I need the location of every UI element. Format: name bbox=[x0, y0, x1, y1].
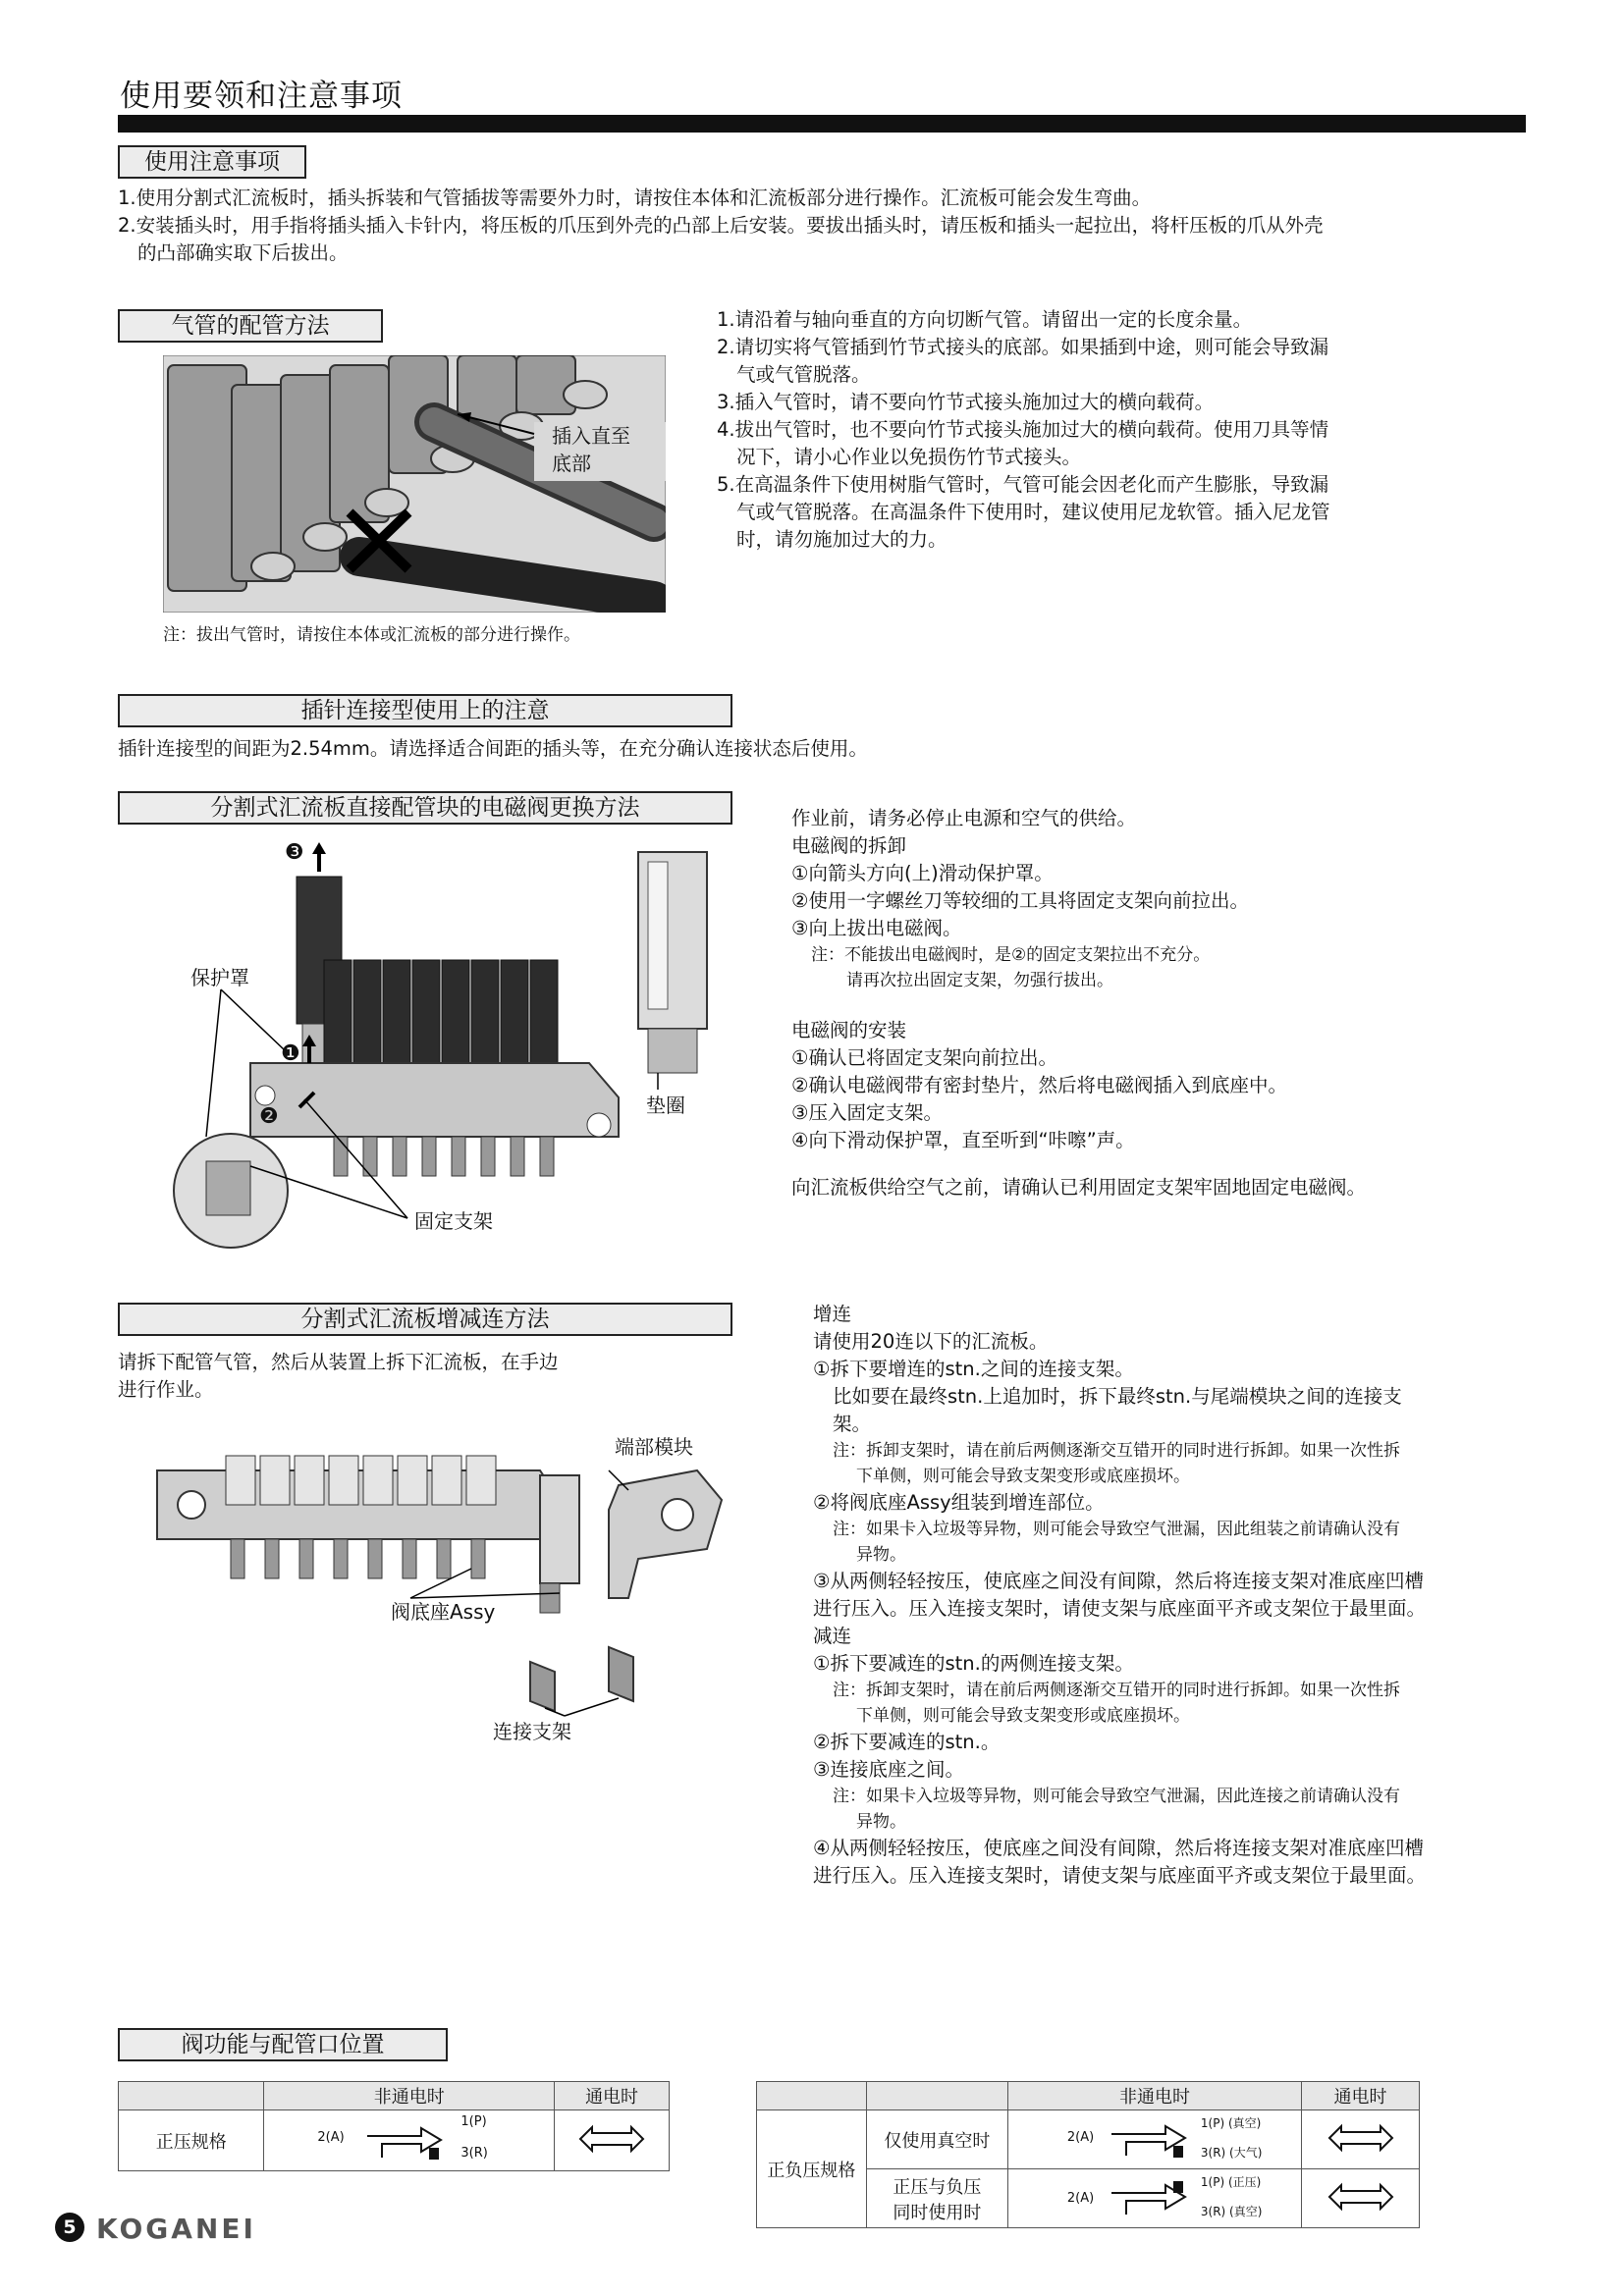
port-1p: 1(P) bbox=[460, 2114, 487, 2129]
station-change-text bbox=[813, 1301, 1500, 1890]
tube-line: 气或气管脱落。在高温条件下使用时，建议使用尼龙软管。插入尼龙管 bbox=[736, 501, 1330, 523]
tube-line: 1.请沿着与轴向垂直的方向切断气管。请留出一定的长度余量。 bbox=[717, 308, 1253, 331]
fig-label-gasket: 垫圈 bbox=[646, 1094, 685, 1117]
station-note: 下单侧，则可能会导致支架变形或底座损坏。 bbox=[856, 1706, 1190, 1726]
valve-note: 注：不能拔出电磁阀时，是②的固定支架拉出不充分。 bbox=[811, 945, 1211, 965]
port-2a: 2(A) bbox=[1066, 2130, 1095, 2145]
table-header-deenergized: 非通电时 bbox=[1007, 2082, 1301, 2110]
valve-line: 电磁阀的安装 bbox=[791, 1019, 907, 1041]
brand-logo: KOGANEI bbox=[96, 2213, 256, 2245]
tube-line: 4.拔出气管时，也不要向竹节式接头施加过大的横向载荷。使用刀具等情 bbox=[717, 418, 1329, 441]
valve-line: 向汇流板供给空气之前，请确认已利用固定支架牢固地固定电磁阀。 bbox=[791, 1176, 1367, 1199]
tube-piping-text bbox=[717, 306, 1424, 554]
page-number: 5 bbox=[55, 2213, 84, 2242]
section-title-usage-notes: 使用注意事项 bbox=[118, 145, 306, 179]
flow-symbol-on bbox=[1322, 2173, 1400, 2218]
usage-note-line: 1.使用分割式汇流板时，插头拆装和气管插拔等需要外力时，请按住本体和汇流板部分进行操作。汇流板可能会发生弯曲。 bbox=[118, 187, 1152, 209]
fig-label-insert bbox=[552, 422, 630, 477]
valve-note: 请再次拉出固定支架，勿强行拔出。 bbox=[846, 971, 1113, 990]
tube-line: 5.在高温条件下使用树脂气管时，气管可能会因老化而产生膨胀，导致漏 bbox=[717, 473, 1329, 496]
station-note: 注：如果卡入垃圾等异物，则可能会导致空气泄漏，因此组装之前请确认没有 bbox=[833, 1520, 1400, 1539]
usage-note-line: 2.安装插头时，用手指将插头插入卡针内，将压板的爪压到外壳的凸部上后安装。要拔出插头时，请压板和插头一起拉出，将杆压板的爪从外壳 bbox=[118, 214, 1324, 237]
station-line: 请使用20连以下的汇流板。 bbox=[813, 1330, 1049, 1353]
valve-line: 电磁阀的拆卸 bbox=[791, 834, 907, 857]
table-corner bbox=[119, 2082, 264, 2110]
page-title: 使用要领和注意事项 bbox=[120, 79, 403, 114]
title-bar bbox=[118, 115, 1526, 133]
fig-label-insert-line2: 底部 bbox=[552, 452, 591, 475]
valve-function-table-pos-neg bbox=[756, 2081, 1420, 2228]
valve-line: 作业前，请务必停止电源和空气的供给。 bbox=[791, 807, 1137, 829]
usage-note-line: 的凸部确实取下后拔出。 bbox=[137, 241, 349, 264]
usage-notes-text bbox=[118, 185, 1512, 267]
section-title-valve-function: 阀功能与配管口位置 bbox=[118, 2028, 448, 2061]
station-line: 进行压入。压入连接支架时，请使支架与底座面平齐或支架位于最里面。 bbox=[813, 1864, 1427, 1887]
tube-line: 时，请勿施加过大的力。 bbox=[736, 528, 947, 551]
tube-line: 气或气管脱落。 bbox=[736, 363, 871, 386]
table-header-energized: 通电时 bbox=[1302, 2082, 1420, 2110]
station-note: 异物。 bbox=[856, 1545, 906, 1565]
port-3r: 3(R) (大气) bbox=[1200, 2146, 1263, 2160]
table-corner bbox=[757, 2082, 867, 2110]
flow-symbol-off bbox=[362, 2118, 451, 2163]
station-line: 进行压入。压入连接支架时，请使支架与底座面平齐或支架位于最里面。 bbox=[813, 1597, 1427, 1620]
station-line: ②将阀底座Assy组装到增连部位。 bbox=[813, 1491, 1105, 1514]
tube-line: 况下，请小心作业以免损伤竹节式接头。 bbox=[736, 446, 1082, 468]
section-title-station-change: 分割式汇流板增减连方法 bbox=[118, 1303, 732, 1336]
port-3r: 3(R) bbox=[460, 2146, 488, 2161]
station-change-intro bbox=[118, 1349, 668, 1404]
station-note: 注：拆卸支架时，请在前后两侧逐渐交互错开的同时进行拆卸。如果一次性拆 bbox=[833, 1441, 1400, 1461]
flow-symbol-on bbox=[572, 2115, 651, 2161]
flow-symbol-off bbox=[1107, 2175, 1195, 2220]
valve-line: ②确认电磁阀带有密封垫片，然后将电磁阀插入到底座中。 bbox=[791, 1074, 1287, 1096]
flow-symbol-on bbox=[1322, 2114, 1400, 2160]
symbol-deenergized-posneg bbox=[1007, 2169, 1301, 2228]
valve-line: ④向下滑动保护罩，直至听到“咔嚓”声。 bbox=[791, 1129, 1135, 1151]
station-line: 比如要在最终stn.上追加时，拆下最终stn.与尾端模块之间的连接支 bbox=[833, 1385, 1402, 1408]
fig-label-end-module: 端部模块 bbox=[615, 1435, 693, 1459]
station-note: 异物。 bbox=[856, 1812, 906, 1832]
station-change-figure bbox=[147, 1431, 736, 1726]
fig-label-insert-line1: 插入直至 bbox=[552, 424, 630, 448]
station-line: 减连 bbox=[813, 1625, 852, 1647]
station-line: 增连 bbox=[813, 1303, 852, 1325]
valve-replacement-figure bbox=[157, 842, 736, 1255]
station-line: ①拆下要增连的stn.之间的连接支架。 bbox=[813, 1358, 1134, 1380]
symbol-deenergized bbox=[264, 2110, 555, 2171]
fig-label-connecting-bracket: 连接支架 bbox=[493, 1720, 571, 1743]
table-header-deenergized: 非通电时 bbox=[264, 2082, 555, 2110]
symbol-energized bbox=[1302, 2169, 1420, 2228]
table-row-label: 正压规格 bbox=[119, 2110, 264, 2171]
step-3-marker: ❸ bbox=[285, 840, 304, 865]
station-line: ②拆下要减连的stn.。 bbox=[813, 1731, 1001, 1753]
tube-line: 3.插入气管时，请不要向竹节式接头施加过大的横向载荷。 bbox=[717, 391, 1215, 413]
station-note: 注：拆卸支架时，请在前后两侧逐渐交互错开的同时进行拆卸。如果一次性拆 bbox=[833, 1681, 1400, 1700]
port-2a: 2(A) bbox=[1066, 2191, 1095, 2206]
symbol-energized bbox=[1302, 2110, 1420, 2169]
section-title-valve-replacement: 分割式汇流板直接配管块的电磁阀更换方法 bbox=[118, 791, 732, 825]
port-3r: 3(R) (真空) bbox=[1200, 2205, 1263, 2218]
row-label-line: 同时使用时 bbox=[893, 2202, 982, 2223]
valve-line: ①向箭头方向(上)滑动保护罩。 bbox=[791, 862, 1054, 884]
fig-label-cover: 保护罩 bbox=[190, 966, 249, 989]
valve-line: ③压入固定支架。 bbox=[791, 1101, 943, 1124]
row-label-line: 正压与负压 bbox=[893, 2176, 982, 2198]
fig-label-valve-base: 阀底座Assy bbox=[391, 1600, 496, 1624]
symbol-energized bbox=[555, 2110, 670, 2171]
fig-label-bracket: 固定支架 bbox=[414, 1209, 493, 1233]
station-line: ③连接底座之间。 bbox=[813, 1758, 964, 1781]
step-2-marker: ❷ bbox=[259, 1104, 279, 1129]
table-row-label bbox=[866, 2169, 1007, 2228]
station-note: 下单侧，则可能会导致支架变形或底座损坏。 bbox=[856, 1467, 1190, 1486]
step-1-marker: ❶ bbox=[281, 1041, 300, 1066]
station-line: ④从两侧轻轻按压，使底座之间没有间隙，然后将连接支架对准底座凹槽 bbox=[813, 1837, 1424, 1859]
station-line: ①拆下要减连的stn.的两侧连接支架。 bbox=[813, 1652, 1134, 1675]
station-line: ③从两侧轻轻按压，使底座之间没有间隙，然后将连接支架对准底座凹槽 bbox=[813, 1570, 1424, 1592]
table-header-energized: 通电时 bbox=[555, 2082, 670, 2110]
section-title-pin-connector: 插针连接型使用上的注意 bbox=[118, 694, 732, 727]
valve-line: ③向上拔出电磁阀。 bbox=[791, 917, 962, 939]
valve-replacement-text bbox=[791, 805, 1459, 1201]
tube-insertion-figure bbox=[163, 355, 666, 613]
valve-line: ①确认已将固定支架向前拉出。 bbox=[791, 1046, 1057, 1069]
table-corner-2 bbox=[866, 2082, 1007, 2110]
pin-connector-text: 插针连接型的间距为2.54mm。请选择适合间距的插头等，在充分确认连接状态后使用。 bbox=[118, 737, 868, 760]
tube-line: 2.请切实将气管插到竹节式接头的底部。如果插到中途，则可能会导致漏 bbox=[717, 336, 1329, 358]
port-1p: 1(P) (正压) bbox=[1200, 2175, 1262, 2189]
table-row-label: 仅使用真空时 bbox=[866, 2110, 1007, 2169]
port-1p: 1(P) (真空) bbox=[1200, 2116, 1262, 2130]
port-2a: 2(A) bbox=[317, 2130, 345, 2145]
symbol-deenergized-vacuum bbox=[1007, 2110, 1301, 2169]
station-intro-line: 请拆下配管气管，然后从装置上拆下汇流板，在手边 bbox=[118, 1351, 559, 1373]
valve-line: ②使用一字螺丝刀等较细的工具将固定支架向前拉出。 bbox=[791, 889, 1249, 912]
section-title-tube-piping: 气管的配管方法 bbox=[118, 309, 383, 343]
station-line: 架。 bbox=[833, 1413, 872, 1435]
flow-symbol-off bbox=[1107, 2116, 1195, 2162]
valve-function-table-positive bbox=[118, 2081, 670, 2171]
table-group-label: 正负压规格 bbox=[757, 2110, 867, 2228]
station-intro-line: 进行作业。 bbox=[118, 1378, 214, 1401]
tube-figure-note: 注：拔出气管时，请按住本体或汇流板的部分进行操作。 bbox=[163, 625, 580, 645]
station-note: 注：如果卡入垃圾等异物，则可能会导致空气泄漏，因此连接之前请确认没有 bbox=[833, 1787, 1400, 1806]
